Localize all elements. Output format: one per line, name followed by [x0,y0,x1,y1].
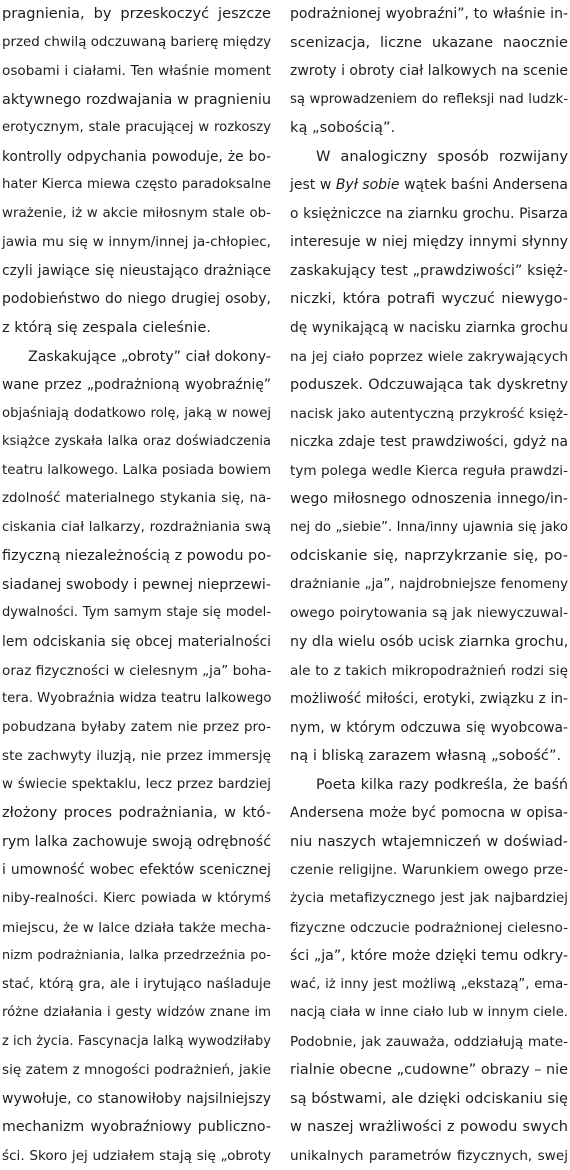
text-line: nizm podrażniania, lalka przedrzeźnia po- [2,948,271,964]
text-line: niu naszych wtajemniczeń w doświad- [290,833,568,850]
text-line: złożony proces podrażniania, w któ- [2,804,271,822]
text-line: odciskanie się, naprzykrzanie się, po- [290,547,568,565]
text-line: nym, w którym odczuwa się wyobcowa- [290,719,568,736]
text-line: pragnienia, by przeskoczyć jeszcze [2,5,271,22]
text-line: ką „sobością”. [290,119,396,137]
text-line: czenie religijne. Warunkiem owego prze- [290,862,568,879]
text-line: tym polega wedle Kierca reguła prawdzi- [290,462,568,479]
text-line: ale to z takich mikropodrażnień rodzi się [290,662,568,679]
text-line: Podobnie, jak zauważa, oddziałują mate- [290,1033,568,1050]
text-line: wego miłosnego odnoszenia innego/in- [290,491,568,508]
text-line: ny dla wielu osób ucisk ziarnka grochu, [290,634,569,651]
text-line: teatru lalkowego. Lalka posiada bowiem [2,462,272,478]
text-line: różne działania i gesty widzów znane im [2,1005,271,1021]
text-line: z ich życia. Fascynacja lalką wywodziłaby [2,1033,271,1049]
text-line: W analogiczny sposób rozwijany [316,147,568,165]
text-line: niczka zdaje test prawdziwości, gdyż na [290,434,568,451]
book-title-italic: Był sobie [335,177,400,194]
text-line: oraz fizyczności w cielesnym „ja” boha- [2,662,272,679]
text-line: ste zachwyty iluzją, nie przez immersję [2,748,271,765]
text-line: scenizacja, liczne ukazane naocznie [290,33,568,51]
text-line: miejscu, że w lalce działa także mecha- [2,919,271,936]
text-line: nacisk jako autentyczną przykrość księż- [290,405,568,422]
text-line: podrażnionej wyobraźni”, to właśnie in- [290,6,568,22]
text-line: zdolność materialnego stykania się, na- [2,491,271,507]
text-line: niczki, która potrafi wyczuć niewygo- [290,290,568,308]
text-line: dę wynikającą w nacisku ziarnka grochu [290,320,568,337]
text-line: kontrolly odpychania powoduje, że bo- [2,148,271,165]
text-line: stać, którą gra, ale i irytująco naśladuje [2,976,271,992]
text-line: jawia mu się w innym/innej ja-chłopiec, [2,234,271,251]
text-line: aktywnego rozdwajania w pragnieniu [2,91,271,108]
text-line: wrażenie, iż w akcie miłosnym stale ob- [2,205,271,221]
text-line: Zaskakujące „obroty” ciał dokony- [28,348,271,365]
text-line: książce zyskała lalka oraz doświadczenia [2,434,271,450]
text-line: o księżniczce na ziarnku grochu. Pisarza [290,205,568,222]
text-line: czyli jawiące się nieustająco drażniące [2,262,271,279]
text-line: na jej ciało poprzez wiele zakrywających [290,348,568,365]
text-line: tera. Wyobraźnia widza teatru lalkowego [2,691,272,707]
text-line: rym lalka zachowuje swoją odrębność [2,833,271,850]
text-line: jest w Był sobie wątek baśni Andersena [290,177,568,194]
text-line: hater Kierca miewa często paradoksalne [2,177,271,193]
text-line: niby-realności. Kierc powiada w którymś [2,890,271,906]
text-line: ną i bliską zarazem własną „sobość”. [290,747,562,765]
text-line: ści „ja”, które może dzięki temu odkry- [290,948,568,965]
text-line: ści. Skoro jej udziałem stają się „obroty [2,1147,271,1164]
text-line: lem odciskania się obcej materialności [2,634,271,651]
text-line: w naszej wrażliwości z powodu swych [290,1118,568,1136]
text-line: przed chwilą odczuwaną barierę między [2,34,272,50]
text-line: są wprowadzeniem do refleksji nad ludzk- [290,91,568,107]
text-line: unikalnych parametrów fizycznych, swej [290,1147,568,1164]
text-line: siadanej swobody i pewnej nieprzewi- [2,576,271,593]
text-line: zwroty i obroty ciał lalkowych na scenie [290,63,568,80]
text-line: wać, iż inny jest możliwą „ekstazą”, ema- [290,976,568,992]
text-line: w świecie spektaklu, lecz przez bardziej [2,776,271,792]
text-line: Andersena może być pomocna w opisa- [290,805,568,822]
text-line: są bóstwami, ale dzięki odciskaniu się [290,1089,568,1107]
text-line: wane przez „podrażnioną wyobraźnię” [2,377,271,394]
text-line: interesuje w niej między innymi słynny [290,234,568,251]
text-line: i umowność wobec efektów scenicznej [2,862,271,879]
text-line: pobudzana byłaby zatem nie przez pro- [2,719,271,735]
text-line: fizyczną niezależnością z powodu po- [2,548,272,565]
text-line: osobami i ciałami. Ten właśnie moment [2,63,271,80]
text-line: nej do „siebie”. Inna/inny ujawnia się jako [290,519,568,535]
text-column-right [290,0,568,1170]
text-line: Poeta kilka razy podkreśla, że baśń [316,776,568,793]
text-line: dywalności. Tym samym staje się model- [2,605,271,621]
text-line: życia metafizycznego jest jak najbardziej [290,890,568,906]
text-line: poduszek. Odczuwająca tak dyskretny [290,377,568,394]
text-line: owego poirytowania są jak niewyczuwal- [290,605,568,622]
text-line: drażnianie „ja”, najdrobniejsze fenomeny [290,576,568,592]
text-line: zaskakujący test „prawdziwości” księż- [290,262,568,279]
text-line: z którą się zespala cieleśnie. [2,319,211,337]
text-line: rialnie obecne „cudowne” obrazy – nie [290,1062,568,1079]
text-line: możliwość miłości, erotyki, związku z in- [290,691,568,708]
text-line: erotycznym, stale pracującej w rozkoszy [2,120,271,136]
text-line: się zatem z mnogości podrażnień, jakie [2,1062,271,1079]
text-line: objaśniają dodatkowo rolę, jaką w nowej [2,405,271,421]
text-column-left [2,0,271,1170]
text-line: podobieństwo do niego drugiej osoby, [2,291,271,308]
text-line: wywołuje, co stanowiłoby najsilniejszy [2,1090,271,1107]
text-line: mechanizm wyobraźniowy publiczno- [2,1119,271,1136]
text-line: fizyczne odczucie podrażnionej cielesno- [290,919,568,936]
text-line: nacją ciała w inne ciało lub w innym ciele. [290,1005,568,1021]
text-line: ciskania ciał lalkarzy, rozdrażniania swą [2,519,271,535]
